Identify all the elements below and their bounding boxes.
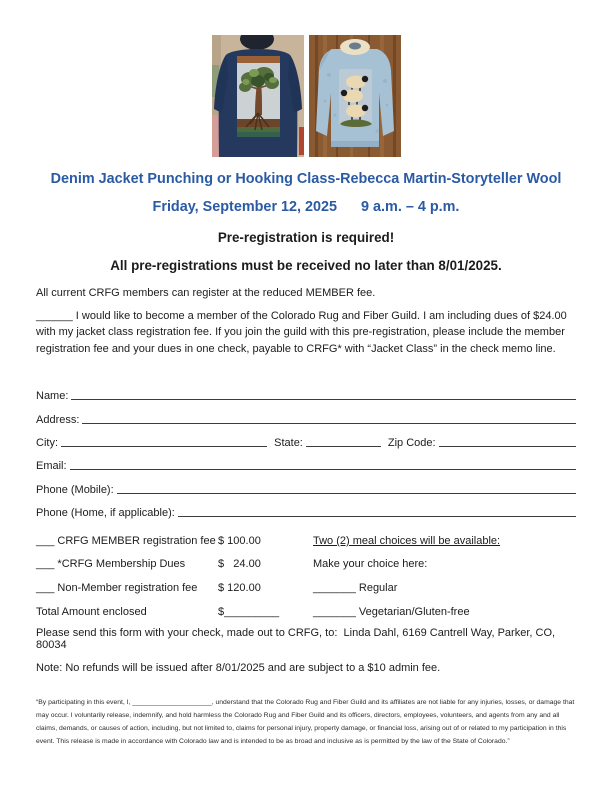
- meal-option-vegetarian: _______ Vegetarian/Gluten-free: [313, 605, 470, 618]
- phone-home-row: [36, 496, 576, 519]
- class-photos: [36, 0, 576, 157]
- fee-row-total: [36, 594, 576, 618]
- fee-row-dues: [36, 547, 576, 571]
- name-row: [36, 379, 576, 402]
- phone-mobile-blank-line: [117, 492, 576, 494]
- city-blank-line: [61, 445, 267, 447]
- phone-mobile-label: Phone (Mobile):: [36, 483, 114, 496]
- total-amount-blank: $_________: [218, 605, 280, 618]
- refund-note: Note: No refunds will be issued after 8/01/2025 and are subject to a $10 admin fee.: [36, 661, 441, 674]
- meal-choice-prompt: Make your choice here:: [313, 558, 428, 571]
- member-fee-label: ___ CRFG MEMBER registration fee: [36, 534, 216, 547]
- zip-label: Zip Code:: [387, 437, 436, 450]
- membership-paragraph: [36, 308, 576, 357]
- liability-waiver: “By participating in this event, I, _____________________, understand that the Colorado Rug and Fiber Guild and its affiliates are not liable for any injuries, losses, or damage that may occur. I voluntarily release, indemnify, and hold harmless the Colorado Rug and Fiber Guild and its officers, directors, employees, volunteers, and agents from any and all claims, demands, or causes of action, including, but not limited to, claims for personal injury, property damage, or financial loss, arising out of or related to my participation in this event. This release is made in accordance with Colorado law and is intended to be as broad and inclusive as is permitted by the law of the State of Colorado.”: [36, 698, 575, 745]
- dues-amount: $ 24.00: [218, 558, 261, 571]
- mailing-instructions: Please send this form with your check, made out to CRFG, to: Linda Dahl, 6169 Cantrell Way, Parker, CO, 80034: [36, 626, 559, 651]
- jacket-photo-three-sheep: [309, 35, 401, 157]
- address-blank-line: [82, 422, 576, 424]
- name-blank-line: [71, 398, 576, 400]
- email-blank-line: [70, 468, 576, 470]
- membership-checkbox-blank: ______: [36, 310, 73, 322]
- contact-fields: [36, 379, 576, 519]
- member-fee-note: All current CRFG members can register at the reduced MEMBER fee.: [36, 287, 376, 299]
- nonmember-fee-label: ___ Non-Member registration fee: [36, 582, 198, 595]
- phone-home-label: Phone (Home, if applicable):: [36, 507, 175, 520]
- city-label: City:: [36, 437, 58, 450]
- event-date-time: Friday, September 12, 2025 9 a.m. – 4 p.m.: [152, 199, 460, 215]
- phone-home-blank-line: [178, 515, 576, 517]
- deadline-notice: All pre-registrations must be received no later than 8/01/2025.: [110, 258, 502, 273]
- membership-paragraph-text: I would like to become a member of the Colorado Rug and Fiber Guild. I am including dues of $24.00 with my jacket class registration fee. If you join the guild with this pre-registration, please include the member registration fee and your dues in one check, payable to CRFG* with “Jacket Class” in the check memo line.: [36, 310, 567, 355]
- email-label: Email:: [36, 460, 67, 473]
- total-label: Total Amount enclosed: [36, 605, 147, 618]
- address-row: [36, 402, 576, 425]
- email-row: [36, 449, 576, 472]
- city-state-zip-row: [36, 426, 576, 449]
- jacket-photo-tree-of-life: [212, 35, 304, 157]
- meal-option-regular: _______ Regular: [313, 582, 398, 595]
- name-label: Name:: [36, 390, 69, 403]
- state-blank-line: [306, 445, 381, 447]
- fee-row-member: [36, 523, 576, 547]
- member-fee-amount: $ 100.00: [218, 534, 261, 547]
- fee-table: [36, 523, 576, 617]
- zip-blank-line: [439, 445, 576, 447]
- nonmember-fee-amount: $ 120.00: [218, 582, 261, 595]
- phone-mobile-row: [36, 472, 576, 495]
- address-label: Address:: [36, 413, 80, 426]
- preregistration-notice: Pre-registration is required!: [217, 230, 395, 245]
- state-label: State:: [274, 437, 303, 450]
- meal-choices-header: Two (2) meal choices will be available:: [313, 534, 501, 547]
- fee-row-nonmember: [36, 570, 576, 594]
- page-title: Denim Jacket Punching or Hooking Class-Rebecca Martin-Storyteller Wool: [50, 171, 562, 187]
- dues-label: ___ *CRFG Membership Dues: [36, 558, 186, 571]
